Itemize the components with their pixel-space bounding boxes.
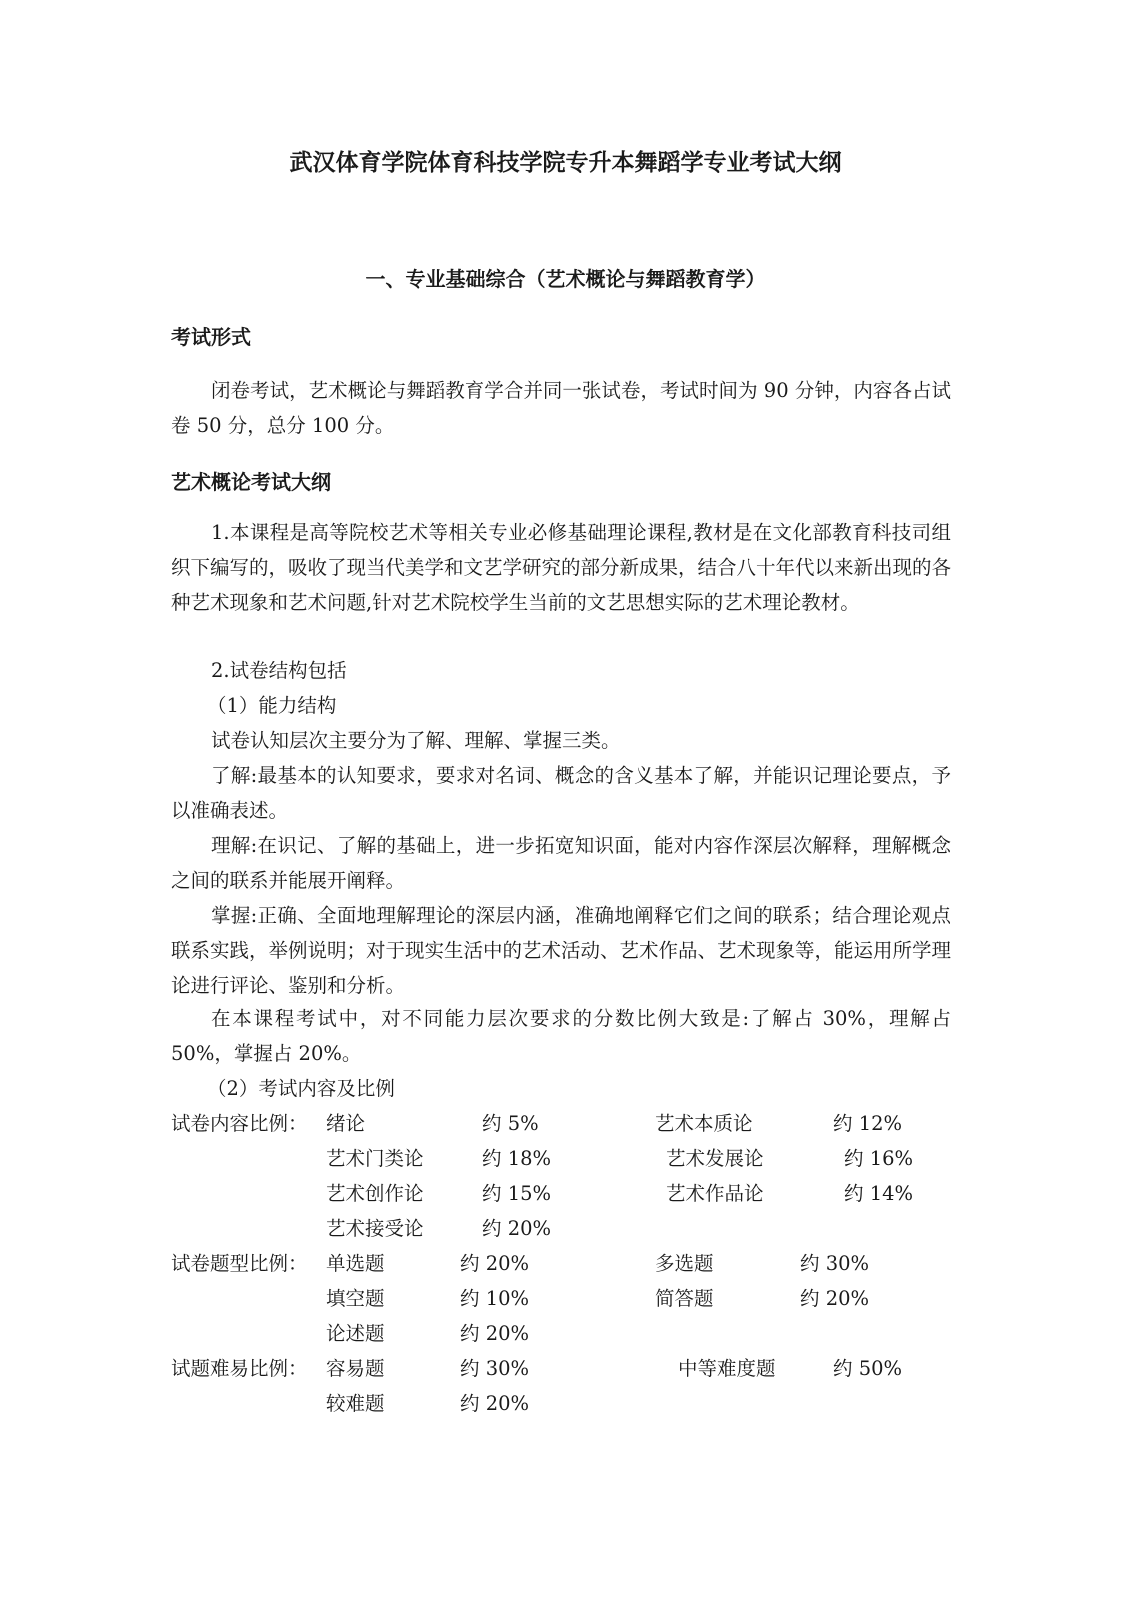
sub2-line: （2）考试内容及比例 xyxy=(207,1077,395,1100)
content-value: 约 20% xyxy=(482,1217,552,1240)
content-value: 约 16% xyxy=(844,1147,914,1170)
content-item: 艺术作品论 xyxy=(666,1182,764,1205)
content-item: 艺术本质论 xyxy=(655,1112,753,1135)
difficulty-value: 约 50% xyxy=(833,1357,903,1380)
section-title: 一、专业基础综合（艺术概论与舞蹈教育学） xyxy=(365,267,766,291)
type-value: 约 20% xyxy=(800,1287,870,1310)
content-value: 约 14% xyxy=(844,1182,914,1205)
difficulty-item: 容易题 xyxy=(326,1357,385,1380)
type-item: 多选题 xyxy=(655,1252,714,1275)
sub1-line: （1）能力结构 xyxy=(207,694,337,717)
type-value: 约 20% xyxy=(460,1322,530,1345)
item2-line: 2.试卷结构包括 xyxy=(211,659,347,682)
type-item: 单选题 xyxy=(326,1252,385,1275)
ratio-paragraph: 在本课程考试中，对不同能力层次要求的分数比例大致是:了解占 30%，理解占 50%，掌握占 20%。 xyxy=(171,1007,951,1065)
content-value: 约 18% xyxy=(482,1147,552,1170)
type-value: 约 30% xyxy=(800,1252,870,1275)
level-understand-paragraph: 理解:在识记、了解的基础上，进一步拓宽知识面，能对内容作深层次解释，理解概念之间的联系并能展开阐释。 xyxy=(171,834,951,892)
content-value: 约 5% xyxy=(482,1112,539,1135)
type-value: 约 10% xyxy=(460,1287,530,1310)
content-item: 艺术接受论 xyxy=(326,1217,424,1240)
type-ratio-label: 试卷题型比例： xyxy=(171,1252,308,1275)
exam-form-paragraph: 闭卷考试，艺术概论与舞蹈教育学合并同一张试卷，考试时间为 90 分钟，内容各占试卷 50 分，总分 100 分。 xyxy=(171,379,951,437)
content-item: 绪论 xyxy=(326,1112,366,1135)
difficulty-item: 中等难度题 xyxy=(678,1357,776,1380)
content-ratio-label: 试卷内容比例： xyxy=(171,1112,308,1135)
level-master-paragraph: 掌握:正确、全面地理解理论的深层内涵，准确地阐释它们之间的联系；结合理论观点联系实践，举例说明；对于现实生活中的艺术活动、艺术作品、艺术现象等，能运用所学理论进行评论、鉴别和分析。 xyxy=(171,904,952,997)
difficulty-ratio-label: 试题难易比例： xyxy=(171,1357,308,1380)
type-item: 论述题 xyxy=(326,1322,385,1345)
content-item: 艺术门类论 xyxy=(326,1147,424,1170)
type-item: 简答题 xyxy=(655,1287,714,1310)
difficulty-value: 约 20% xyxy=(460,1392,530,1415)
difficulty-item: 较难题 xyxy=(326,1392,385,1415)
document-title: 武汉体育学院体育科技学院专升本舞蹈学专业考试大纲 xyxy=(289,150,842,176)
content-value: 约 15% xyxy=(482,1182,552,1205)
exam-form-heading: 考试形式 xyxy=(171,325,251,349)
content-value: 约 12% xyxy=(833,1112,903,1135)
content-item: 艺术发展论 xyxy=(666,1147,764,1170)
art-outline-heading: 艺术概论考试大纲 xyxy=(171,470,331,494)
difficulty-value: 约 30% xyxy=(460,1357,530,1380)
type-item: 填空题 xyxy=(326,1287,385,1310)
type-value: 约 20% xyxy=(460,1252,530,1275)
level-know-paragraph: 了解:最基本的认知要求，要求对名词、概念的含义基本了解，并能识记理论要点，予以准确表述。 xyxy=(171,764,951,822)
levels-intro: 试卷认知层次主要分为了解、理解、掌握三类。 xyxy=(211,729,621,752)
content-item: 艺术创作论 xyxy=(326,1182,424,1205)
item1-paragraph: 1.本课程是高等院校艺术等相关专业必修基础理论课程,教材是在文化部教育科技司组织下编写的，吸收了现当代美学和文艺学研究的部分新成果，结合八十年代以来新出现的各种艺术现象和艺术问题,针对艺术院校学生当前的文艺思想实际的艺术理论教材。 xyxy=(171,521,952,614)
